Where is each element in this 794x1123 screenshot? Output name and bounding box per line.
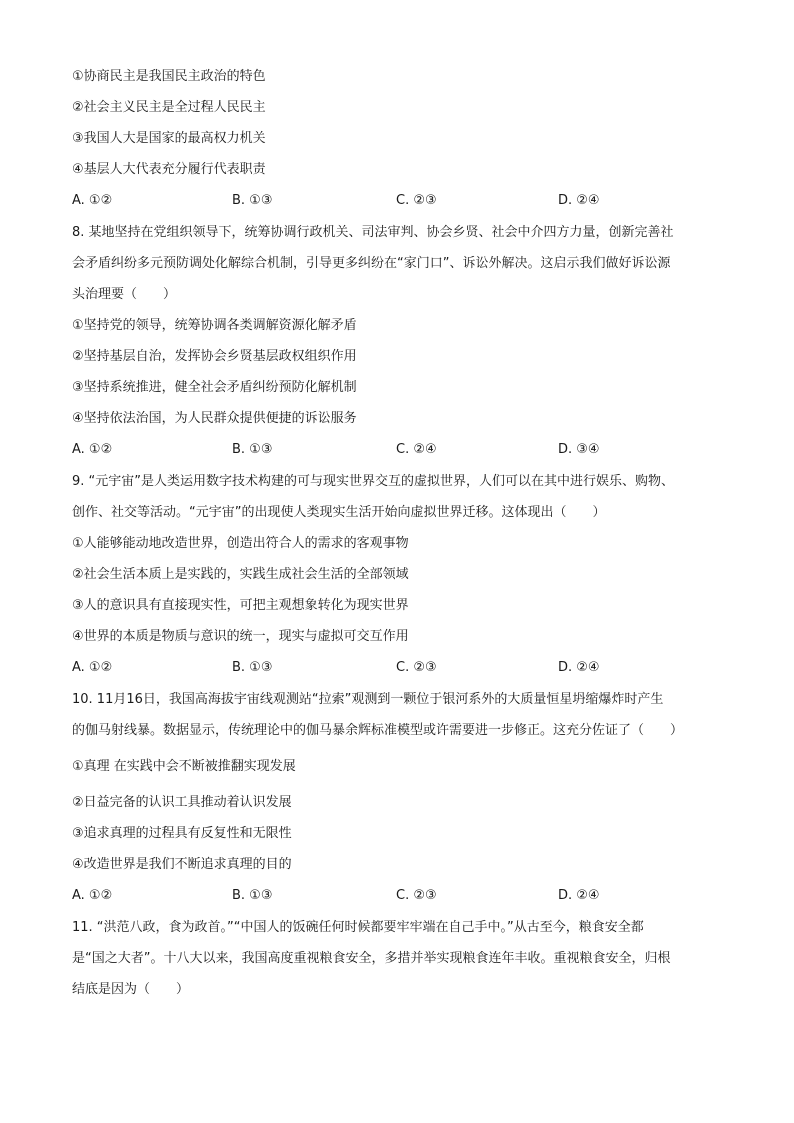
option-a: A. ①②	[72, 442, 113, 457]
statement-10-1: ①真理 在实践中会不断被推翻实现发展	[72, 759, 296, 774]
option-a: A. ①②	[72, 193, 113, 208]
statement-10-3: ③追求真理的过程具有反复性和无限性	[72, 826, 292, 841]
statement-8-3: ③坚持系统推进，健全社会矛盾纠纷预防化解机制	[72, 380, 357, 395]
option-c: C. ②③	[396, 193, 437, 208]
option-a: A. ①②	[72, 888, 113, 903]
option-c: C. ②③	[396, 888, 437, 903]
statement-8-1: ①坚持党的领导，统筹协调各类调解资源化解矛盾	[72, 318, 357, 333]
option-b: B. ①③	[232, 442, 273, 457]
question-8-line-1: 8. 某地坚持在党组织领导下，统筹协调行政机关、司法审判、协会乡贤、社会中介四方力量，创新完善社	[72, 225, 674, 240]
statement-7-2: ②社会主义民主是全过程人民民主	[72, 100, 266, 115]
statement-9-1: ①人能够能动地改造世界，创造出符合人的需求的客观事物	[72, 536, 409, 551]
question-11-line-3: 结底是因为（ ）	[72, 982, 190, 997]
option-b: B. ①③	[232, 888, 273, 903]
question-11-line-2: 是“国之大者”。十八大以来，我国高度重视粮食安全，多措并举实现粮食连年丰收。重视粮食安全，归根	[72, 951, 671, 966]
statement-9-2: ②社会生活本质上是实践的，实践生成社会生活的全部领域	[72, 567, 409, 582]
option-d: D. ②④	[558, 888, 600, 903]
question-9-line-1: 9. “元宇宙”是人类运用数字技术构建的可与现实世界交互的虚拟世界，人们可以在其中进行娱乐、购物、	[72, 474, 675, 489]
option-d: D. ③④	[558, 442, 600, 457]
question-8-line-2: 会矛盾纠纷多元预防调处化解综合机制，引导更多纠纷在“家门口”、诉讼外解决。这启示我们做好诉讼源	[72, 256, 671, 271]
question-10-line-2: 的伽马射线暴。数据显示，传统理论中的伽马暴余辉标准模型或许需要进一步修正。这充分佐证了（ ）	[72, 723, 684, 738]
options-q7	[72, 191, 732, 211]
statement-9-4: ④世界的本质是物质与意识的统一，现实与虚拟可交互作用	[72, 629, 409, 644]
statement-7-1: ①协商民主是我国民主政治的特色	[72, 69, 266, 84]
option-c: C. ②③	[396, 660, 437, 675]
question-11-line-1: 11. “洪范八政，食为政首。”“中国人的饭碗任何时候都要牢牢端在自己手中。”从古至今，粮食安全都	[72, 920, 644, 935]
statement-9-3: ③人的意识具有直接现实性，可把主观想象转化为现实世界	[72, 598, 409, 613]
statement-10-4: ④改造世界是我们不断追求真理的目的	[72, 857, 292, 872]
option-b: B. ①③	[232, 660, 273, 675]
statement-10-2: ②日益完备的认识工具推动着认识发展	[72, 795, 292, 810]
statement-7-3: ③我国人大是国家的最高权力机关	[72, 131, 266, 146]
option-d: D. ②④	[558, 193, 600, 208]
options-q9	[72, 658, 732, 678]
question-10-line-1: 10. 11月16日，我国高海拔宇宙线观测站“拉索”观测到一颗位于银河系外的大质量恒星坍缩爆炸时产生	[72, 692, 664, 707]
options-q8	[72, 440, 732, 460]
option-b: B. ①③	[232, 193, 273, 208]
statement-8-4: ④坚持依法治国，为人民群众提供便捷的诉讼服务	[72, 411, 357, 426]
statement-8-2: ②坚持基层自治，发挥协会乡贤基层政权组织作用	[72, 349, 357, 364]
option-a: A. ①②	[72, 660, 113, 675]
options-q10	[72, 886, 732, 906]
question-8-line-3: 头治理要（ ）	[72, 287, 177, 302]
option-d: D. ②④	[558, 660, 600, 675]
option-c: C. ②④	[396, 442, 437, 457]
statement-7-4: ④基层人大代表充分履行代表职责	[72, 162, 266, 177]
question-9-line-2: 创作、社交等活动。“元宇宙”的出现使人类现实生活开始向虚拟世界迁移。这体现出（ ）	[72, 505, 606, 520]
